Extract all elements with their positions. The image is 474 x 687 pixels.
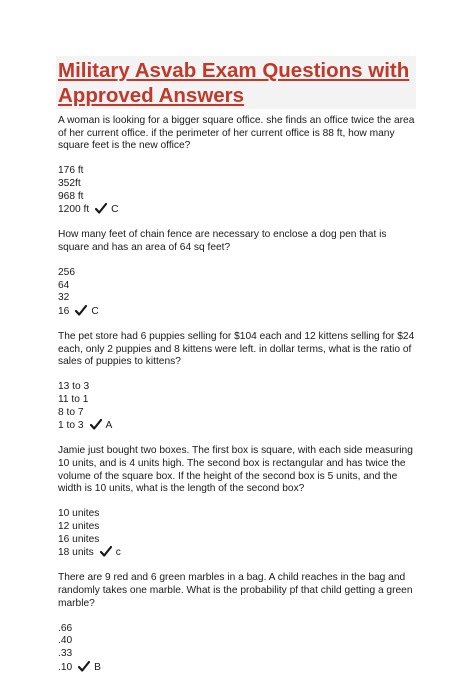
question-block bbox=[58, 572, 420, 674]
answer-option-marked bbox=[58, 661, 420, 675]
title-line-1: Military Asvab Exam Questions with bbox=[58, 59, 410, 82]
answer-letter: c bbox=[115, 547, 121, 559]
answer-option-marked bbox=[58, 546, 420, 560]
answer-options bbox=[58, 267, 420, 318]
question-block bbox=[58, 331, 420, 433]
answer-letter: B bbox=[94, 661, 101, 673]
answer-option-text: 1200 ft bbox=[58, 204, 90, 216]
answer-option: 32 bbox=[58, 292, 70, 304]
answer-option: .33 bbox=[58, 647, 73, 659]
answer-letter: C bbox=[91, 305, 99, 317]
answer-options bbox=[58, 623, 420, 674]
title-line-2: Approved Answers bbox=[58, 84, 245, 107]
answer-option-marked bbox=[58, 305, 420, 319]
answer-options bbox=[58, 381, 420, 432]
answer-option: .40 bbox=[58, 635, 73, 647]
answer-option-text: .10 bbox=[58, 661, 73, 673]
answer-option: 352ft bbox=[58, 177, 81, 189]
answer-options bbox=[58, 165, 420, 216]
question-text: The pet store had 6 puppies selling for $104 each and 12 kittens selling for $24 each, only 2 puppies and 8 kittens were left. in dollar terms, what is the ratio of sales of puppies to kittens? bbox=[58, 331, 415, 368]
answer-letter: C bbox=[111, 204, 119, 216]
answer-options bbox=[58, 508, 420, 559]
answer-option: 64 bbox=[58, 279, 70, 291]
answer-option: .66 bbox=[58, 622, 73, 634]
question-text: Jamie just bought two boxes. The first box is square, with each side measuring 10 units, and is 4 units high. The second box is rectangular and has twice the volume of the square box. If the height of the second box is 5 units, and the width is 10 units, what is the length of the second box? bbox=[58, 445, 413, 495]
answer-option: 10 unites bbox=[58, 508, 100, 520]
question-text: There are 9 red and 6 green marbles in a bag. A child reaches in the bag and randomly takes one marble. What is the probability pf that child getting a green marble? bbox=[58, 572, 413, 609]
document-title bbox=[58, 58, 414, 108]
answer-option: 16 unites bbox=[58, 533, 100, 545]
question-block bbox=[58, 445, 420, 559]
checkmark-icon bbox=[75, 305, 87, 316]
answer-option-text: 18 units bbox=[58, 547, 94, 559]
answer-option: 968 ft bbox=[58, 190, 84, 202]
answer-option: 8 to 7 bbox=[58, 406, 84, 418]
question-block bbox=[58, 229, 420, 318]
checkmark-icon bbox=[100, 546, 112, 557]
answer-option: 13 to 3 bbox=[58, 381, 90, 393]
answer-option-marked bbox=[58, 203, 420, 217]
answer-option: 176 ft bbox=[58, 165, 84, 177]
answer-option: 12 unites bbox=[58, 521, 100, 532]
answer-option-marked bbox=[58, 419, 420, 433]
question-text: A woman is looking for a bigger square office. she finds an office twice the area of her current office. if the perimeter of her current office is 88 ft, how many square feet is the new office? bbox=[58, 115, 415, 152]
checkmark-icon bbox=[90, 419, 102, 430]
checkmark-icon bbox=[95, 203, 107, 214]
answer-option-text: 16 bbox=[58, 305, 70, 317]
question-text: How many feet of chain fence are necessary to enclose a dog pen that is square and has an area of 64 sq feet? bbox=[58, 229, 387, 253]
answer-option-text: 1 to 3 bbox=[58, 420, 84, 432]
checkmark-icon bbox=[78, 661, 90, 672]
question-block bbox=[58, 115, 420, 217]
question-list bbox=[58, 115, 420, 687]
answer-option: 256 bbox=[58, 267, 75, 279]
answer-letter: A bbox=[105, 420, 113, 432]
answer-option: 11 to 1 bbox=[58, 394, 89, 406]
